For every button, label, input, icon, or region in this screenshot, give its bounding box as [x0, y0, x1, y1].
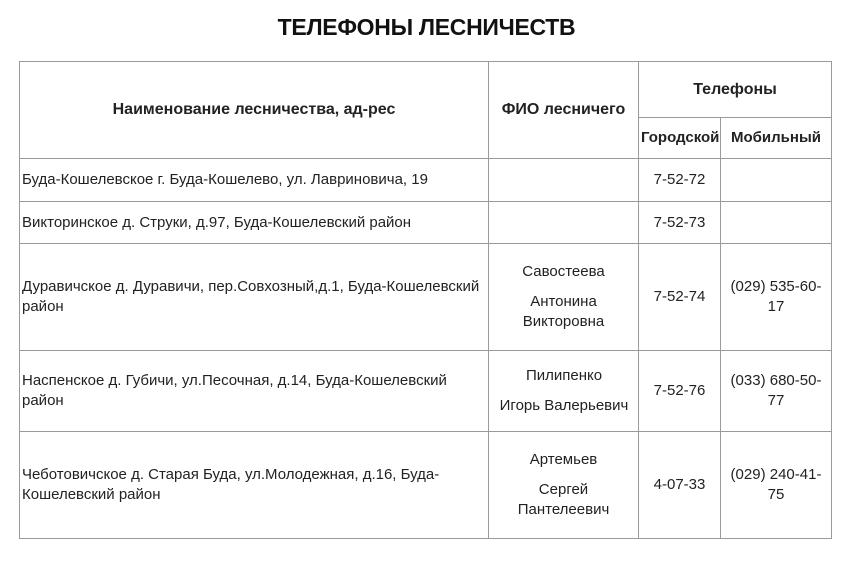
city-phone: 7-52-72 — [639, 159, 721, 202]
table-row — [20, 159, 832, 202]
forester-name-cell — [489, 244, 639, 351]
mobile-phone — [721, 202, 832, 244]
header-row — [20, 62, 832, 118]
forester-name-cell — [489, 159, 639, 202]
table-row — [20, 351, 832, 432]
mobile-phone: (029) 535-60-17 — [721, 244, 832, 351]
table-row — [20, 432, 832, 539]
forester-name-cell — [489, 432, 639, 539]
city-phone: 7-52-76 — [639, 351, 721, 432]
forester-given-name: Сергей Пантелеевич — [517, 481, 610, 518]
mobile-phone: (029) 240-41-75 — [721, 432, 832, 539]
header-city-phone: Городской — [639, 118, 721, 159]
city-phone: 7-52-73 — [639, 202, 721, 244]
forester-given-name: Антонина Викторовна — [522, 293, 605, 330]
forester-surname: Пилипенко — [525, 367, 603, 384]
forester-given-name: Игорь Валерьевич — [499, 397, 629, 414]
header-phones: Телефоны — [639, 62, 832, 118]
header-fio: ФИО лесничего — [489, 62, 639, 159]
forestry-name: Викторинское д. Струки, д.97, Буда-Кошелевский район — [20, 202, 489, 244]
forester-surname: Савостеева — [522, 263, 605, 280]
forester-surname: Артемьев — [529, 451, 598, 468]
mobile-phone — [721, 159, 832, 202]
table-row — [20, 244, 832, 351]
forestry-name: Буда-Кошелевское г. Буда-Кошелево, ул. Лавриновича, 19 — [20, 159, 489, 202]
forestry-phones-table — [19, 61, 832, 539]
header-name: Наименование лесничества, ад-рес — [20, 62, 489, 159]
forester-name-cell — [489, 202, 639, 244]
forester-name-cell — [489, 351, 639, 432]
mobile-phone: (033) 680-50-77 — [721, 351, 832, 432]
city-phone: 7-52-74 — [639, 244, 721, 351]
table-row — [20, 202, 832, 244]
city-phone: 4-07-33 — [639, 432, 721, 539]
forestry-name: Чеботовичское д. Старая Буда, ул.Молодежная, д.16, Буда-Кошелевский район — [20, 432, 489, 539]
forestry-name: Дуравичское д. Дуравичи, пер.Совхозный,д.1, Буда-Кошелевский район — [20, 244, 489, 351]
forestry-name: Наспенское д. Губичи, ул.Песочная, д.14, Буда-Кошелевский район — [20, 351, 489, 432]
header-mobile-phone: Мобильный — [721, 118, 832, 159]
page-title: ТЕЛЕФОНЫ ЛЕСНИЧЕСТВ — [277, 14, 576, 40]
